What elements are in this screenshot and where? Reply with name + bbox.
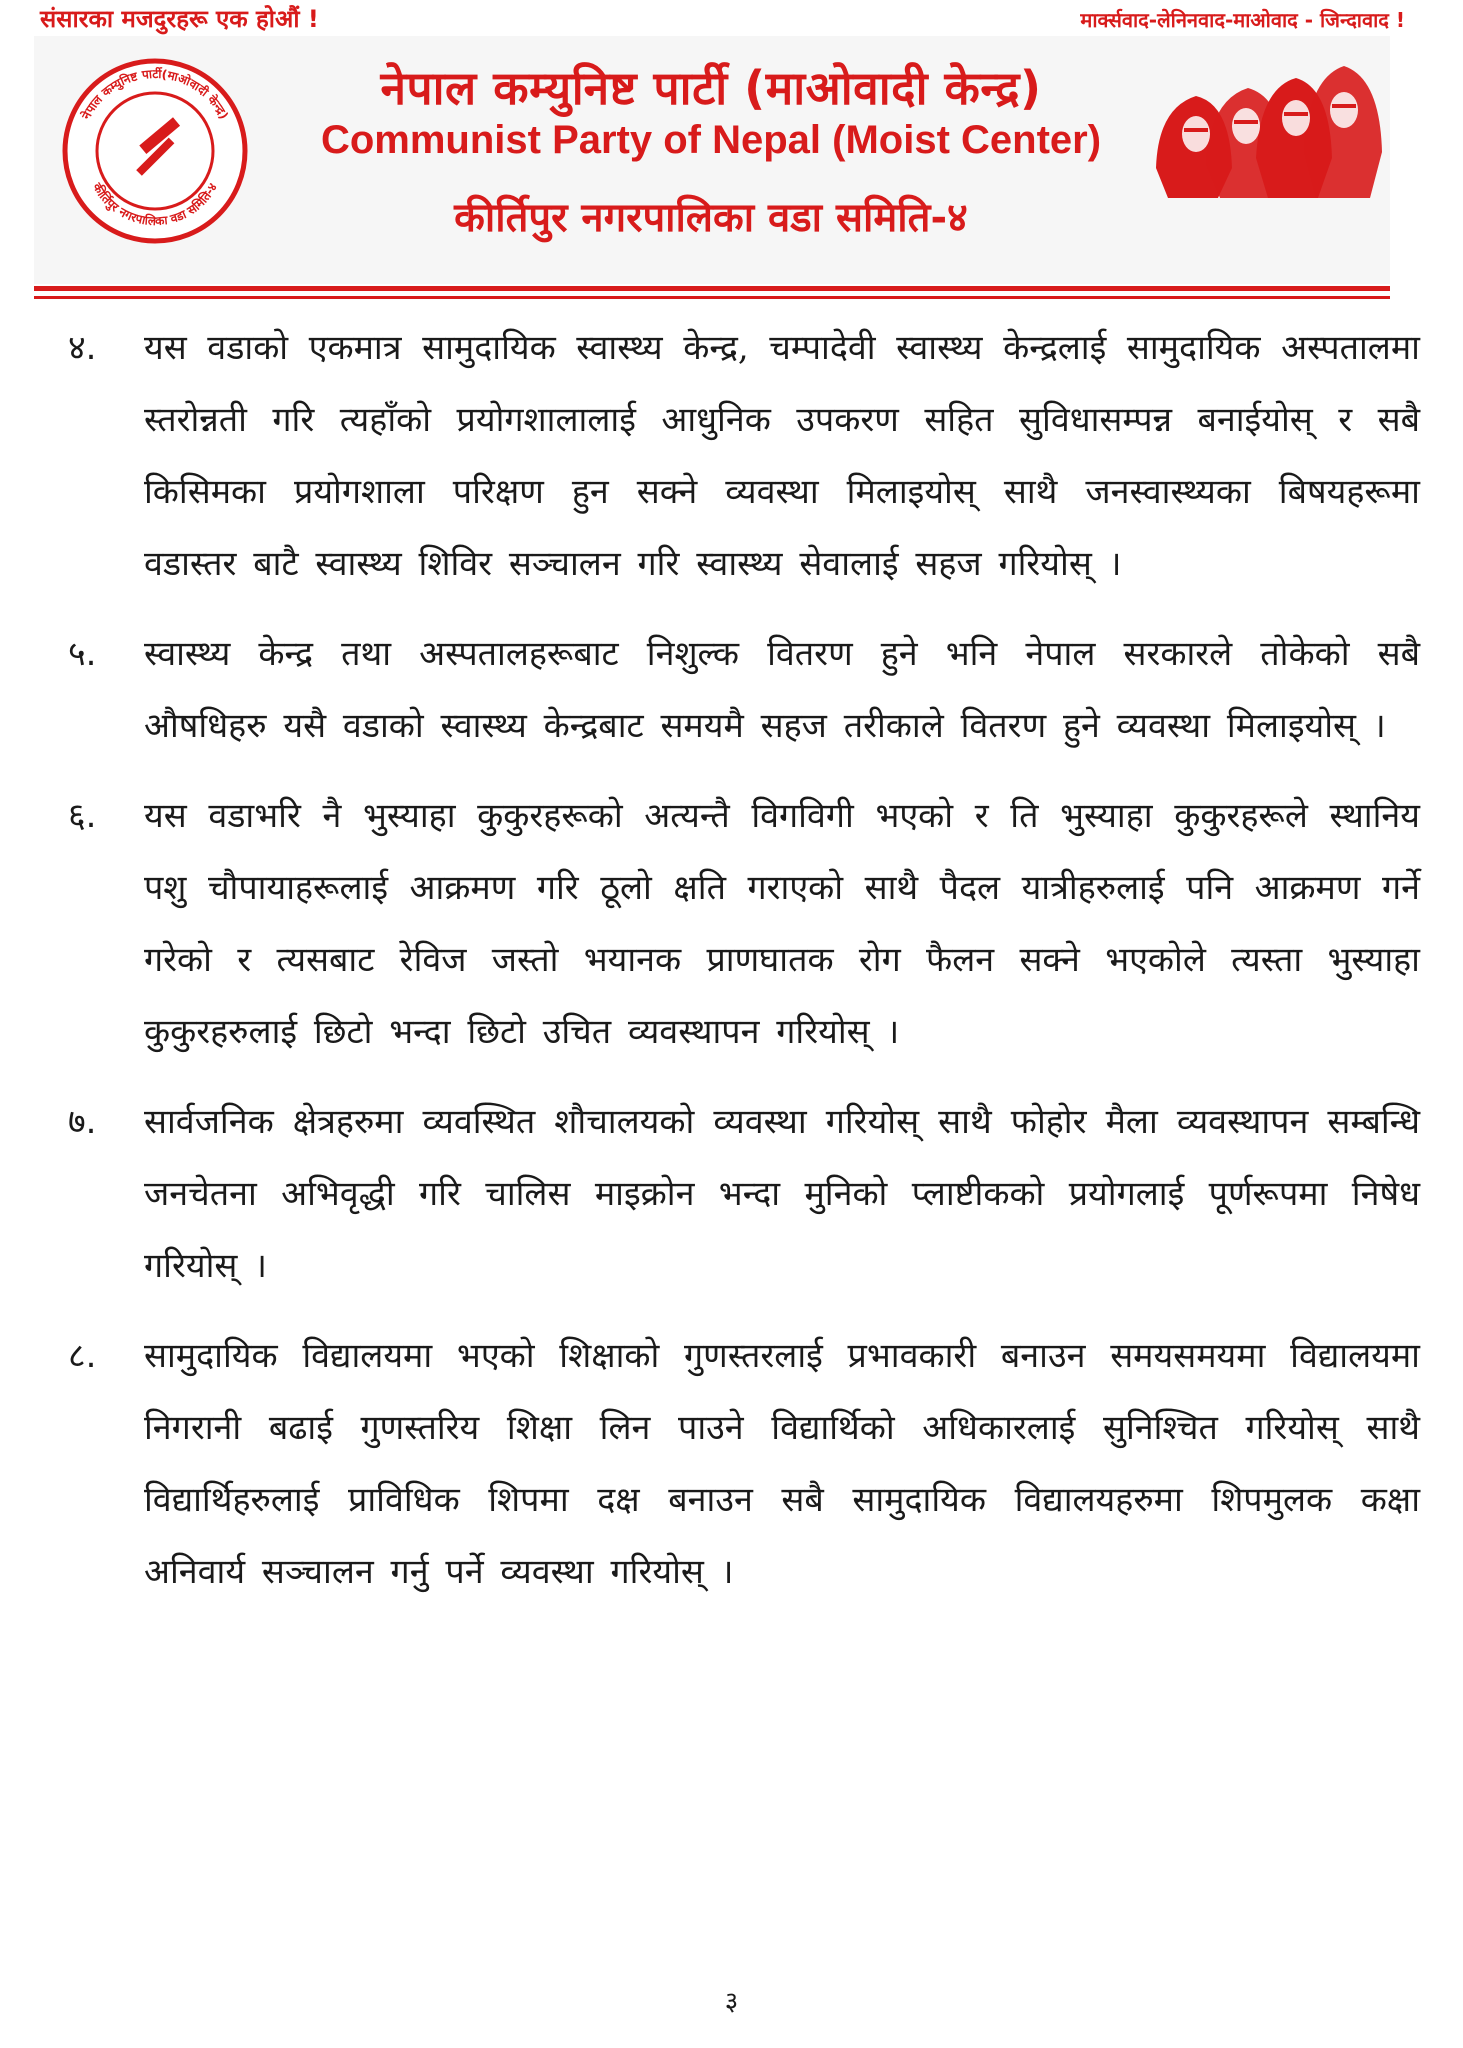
list-item [50, 1320, 1420, 1608]
list-item [50, 780, 1420, 1068]
list-item [50, 1086, 1420, 1302]
logo-text-top: नेपाल कम्युनिष्ट पार्टी(माओवादी केन्द्र) [78, 66, 232, 122]
list-item [50, 618, 1420, 762]
header-divider-thick [34, 286, 1390, 291]
party-title-nepali: नेपाल कम्युनिष्ट पार्टी (माओवादी केन्द्र) [380, 61, 1042, 115]
list-item [50, 312, 1420, 600]
ward-committee-title: कीर्तिपुर नगरपालिका वडा समिति-४ [454, 195, 968, 241]
logo-text-bottom: कीर्तिपुर नगरपालिका वडा समिति-४ [90, 180, 220, 229]
party-title-english: Communist Party of Nepal (Moist Center) [320, 118, 1102, 162]
item-text: सामुदायिक विद्यालयमा भएको शिक्षाको गुणस्तरलाई प्रभावकारी बनाउन समयसमयमा विद्यालयमा निगरानी बढाई गुणस्तरिय शिक्षा लिन पाउने विद्यार्थिको अधिकारलाई सुनिश्चित गरियोस् साथै विद्यार्थिहरुलाई प्राविधिक शिपमा दक्ष बनाउन सबै सामुदायिक विद्यालयहरुमा शिपमुलक कक्षा अनिवार्य सञ्चालन गर्नु पर्ने व्यवस्था गरियोस् । [144, 1336, 1420, 1592]
document-body [50, 312, 1420, 1626]
item-text: सार्वजनिक क्षेत्रहरुमा व्यवस्थित शौचालयको व्यवस्था गरियोस् साथै फोहोर मैला व्यवस्थापन सम्बन्धि जनचेतना अभिवृद्धी गरि चालिस माइक्रोन भन्दा मुनिको प्लाष्टीकको प्रयोगलाई पूर्णरूपमा निषेध गरियोस् । [144, 1102, 1420, 1286]
slogan-right: मार्क्सवाद-लेनिनवाद-माओवाद - जिन्दावाद ! [1080, 8, 1405, 32]
item-number: ६. [68, 796, 97, 836]
item-number: ७. [68, 1102, 97, 1142]
page-number: ३ [724, 1987, 739, 2017]
slogan-left: संसारका मजदुरहरू एक होऔं ! [40, 5, 319, 33]
leaders-portraits-icon [1148, 48, 1394, 208]
item-number: ८. [68, 1336, 97, 1376]
party-emblem-logo [60, 56, 250, 246]
item-number: ४. [68, 328, 97, 368]
item-text: स्वास्थ्य केन्द्र तथा अस्पतालहरूबाट निशुल्क वितरण हुने भनि नेपाल सरकारले तोकेको सबै औषधिहरु यसै वडाको स्वास्थ्य केन्द्रबाट समयमै सहज तरीकाले वितरण हुने व्यवस्था मिलाइयोस् । [144, 634, 1420, 746]
item-text: यस वडाको एकमात्र सामुदायिक स्वास्थ्य केन्द्र, चम्पादेवी स्वास्थ्य केन्द्रलाई सामुदायिक अस्पतालमा स्तरोन्नती गरि त्यहाँको प्रयोगशालालाई आधुनिक उपकरण सहित सुविधासम्पन्न बनाईयोस् र सबै किसिमका प्रयोगशाला परिक्षण हुन सक्ने व्यवस्था मिलाइयोस् साथै जनस्वास्थ्यका बिषयहरूमा वडास्तर बाटै स्वास्थ्य शिविर सञ्चालन गरि स्वास्थ्य सेवालाई सहज गरियोस् । [144, 328, 1420, 584]
item-number: ५. [68, 634, 97, 674]
item-text: यस वडाभरि नै भुस्याहा कुकुरहरूको अत्यन्तै विगविगी भएको र ति भुस्याहा कुकुरहरूले स्थानिय पशु चौपायाहरूलाई आक्रमण गरि ठूलो क्षति गराएको साथै पैदल यात्रीहरुलाई पनि आक्रमण गर्ने गरेको र त्यसबाट रेविज जस्तो भयानक प्राणघातक रोग फैलन सक्ने भएकोले त्यस्ता भुस्याहा कुकुरहरुलाई छिटो भन्दा छिटो उचित व्यवस्थापन गरियोस् । [144, 796, 1420, 1052]
header-divider-thin [34, 296, 1390, 299]
